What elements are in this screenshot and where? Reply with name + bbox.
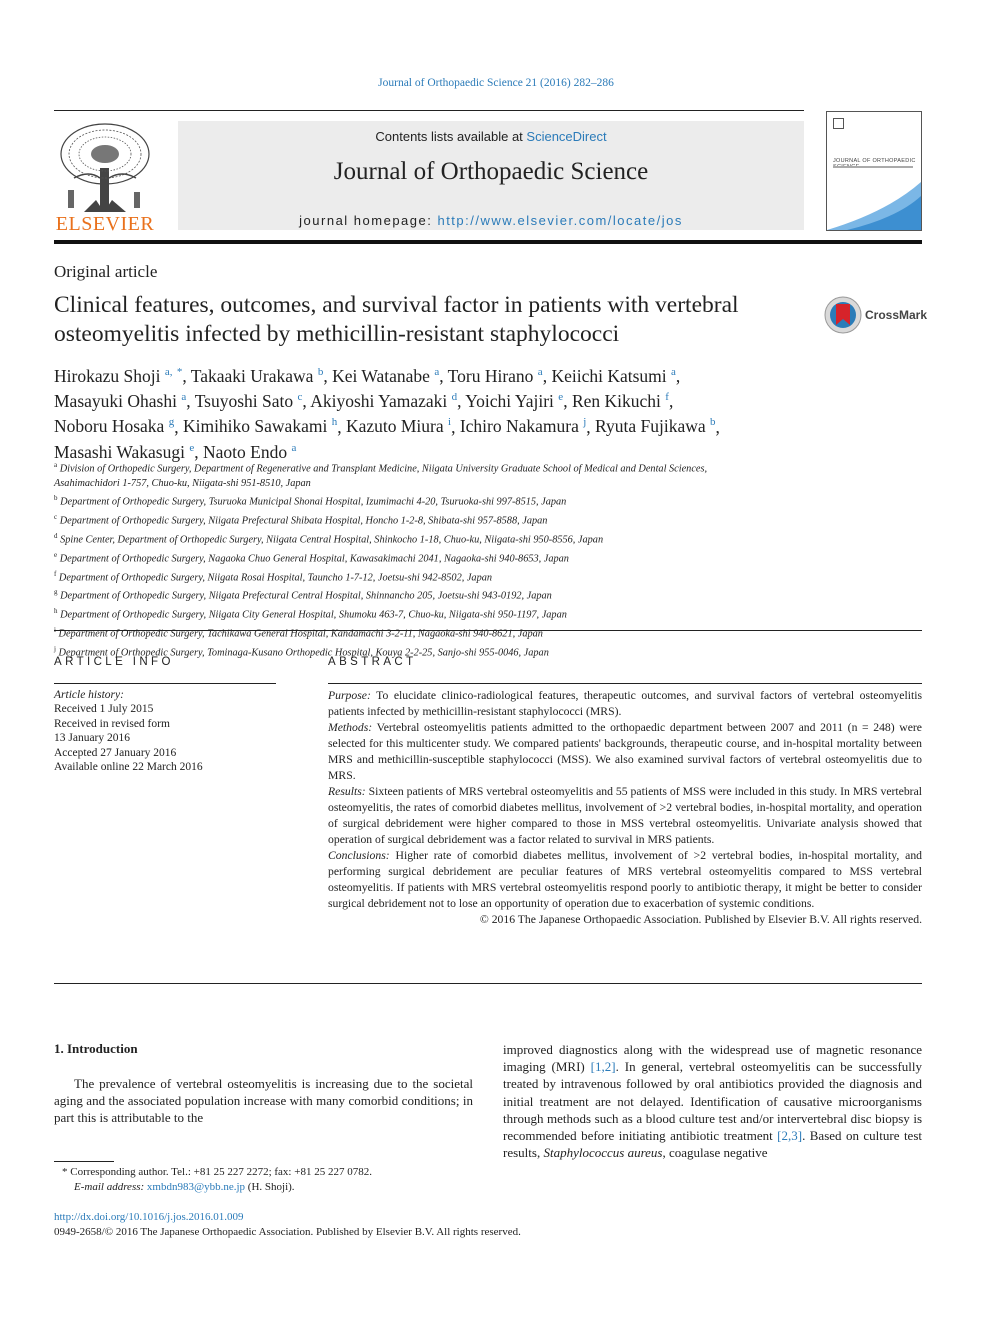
history-item: Received in revised form: [54, 717, 170, 730]
methods-text: Vertebral osteomyelitis patients admitted to the orthopaedic department between 2007 and 2011 (n = 248) were selected for this multicenter study. We compared patients' backgrounds, therapeutic course, and in-hospital mortality between MRS and methicillin-susceptible staphylococci (MSS). We also examined survival factors of vertebral osteomyelitis due to MRS.: [328, 721, 922, 782]
abstract-heading: ABSTRACT: [328, 656, 417, 668]
author-name[interactable]: Kimihiko Sawakami: [182, 416, 328, 437]
abstract-purpose: [328, 688, 922, 720]
purpose-text: To elucidate clinico-radiological features, therapeutic outcomes, and survival factors of vertebral osteomyelitis patients infected by methicillin-resistant staphylococci (MRS).: [328, 689, 922, 718]
author-item[interactable]: [460, 416, 586, 436]
article-history: [54, 688, 284, 774]
affiliation-text: Department of Orthopedic Surgery, Tominaga-Kusano Orthopedic Hospital, Kouya 2-2-25, Sanjo-shi 955-0046, Japan: [58, 647, 549, 659]
affiliation-key: i: [54, 626, 56, 635]
affiliation-item: [54, 458, 834, 491]
author-affil-marker[interactable]: j: [583, 416, 587, 429]
cover-subtitle-bar: [833, 166, 913, 168]
author-affil-marker[interactable]: a: [291, 441, 297, 454]
conclusions-label: Conclusions:: [328, 849, 390, 862]
author-name[interactable]: Masashi Wakasugi: [54, 441, 185, 462]
author-item[interactable]: [551, 366, 675, 386]
abstract-copyright: © 2016 The Japanese Orthopaedic Association. Published by Elsevier B.V. All rights reserved.: [479, 913, 922, 926]
author-item[interactable]: [595, 416, 715, 436]
affiliation-key: h: [54, 607, 58, 616]
article-title: Clinical features, outcomes, and survival factor in patients with vertebral osteomyelitis infected by methicillin-resistant staphylococci: [54, 292, 739, 347]
author-affil-marker[interactable]: e: [558, 391, 564, 404]
author-affil-marker[interactable]: a: [181, 391, 187, 404]
affiliation-text: Department of Orthopedic Surgery, Tsuruoka Municipal Shonai Hospital, Izumimachi 4-20, Tsuruoka-shi 997-8515, Japan: [60, 496, 567, 508]
author-item[interactable]: [54, 366, 182, 386]
author-item[interactable]: [54, 391, 186, 411]
history-item: 13 January 2016: [54, 732, 131, 745]
issn-copyright: 0949-2658/© 2016 The Japanese Orthopaedic Association. Published by Elsevier B.V. All rights reserved.: [54, 1226, 521, 1238]
author-name[interactable]: Hirokazu Shoji: [54, 365, 161, 386]
journal-cover-thumbnail[interactable]: [826, 111, 922, 231]
author-name[interactable]: Kazuto Miura: [345, 416, 444, 437]
email-suffix: (H. Shoji).: [245, 1181, 295, 1193]
author-name[interactable]: Takaaki Urakawa: [190, 365, 314, 386]
affiliation-item: [54, 623, 834, 642]
author-item[interactable]: [572, 391, 669, 411]
intro-paragraph-right: [503, 1041, 922, 1161]
author-item[interactable]: [195, 391, 303, 411]
abstract-results: [328, 784, 922, 848]
author-name[interactable]: Keiichi Katsumi: [551, 365, 667, 386]
affiliation-text: Department of Orthopedic Surgery, Tachikawa General Hospital, Kandamachi 3-2-11, Nagaoka-shi 940-8621, Japan: [58, 628, 543, 640]
journal-header-band: [178, 121, 804, 230]
homepage-prefix: journal homepage:: [299, 213, 438, 228]
author-affil-marker[interactable]: a: [434, 366, 440, 378]
author-name[interactable]: Naoto Endo: [202, 441, 288, 462]
sciencedirect-link[interactable]: ScienceDirect: [526, 129, 607, 144]
affiliation-text: Department of Orthopedic Surgery, Niigata Prefectural Shibata Hospital, Honcho 1-2-8, Shibata-shi 957-8588, Japan: [59, 515, 548, 527]
results-text: Sixteen patients of MRS vertebral osteomyelitis and 55 patients of MSS were included in this study. In MRS vertebral osteomyelitis, the rates of comorbid diabetes mellitus, involvement of >2 vertebral bodies, in-hospital mortality, and operation of surgical debridement were higher compared to those in MSS vertebral osteomyelitis. Univariate analysis showed that operation of surgical debridement was a factor related to survival in MRS patients.: [328, 785, 923, 846]
affiliation-key: g: [54, 588, 58, 597]
author-item[interactable]: [54, 416, 174, 436]
author-item[interactable]: [465, 391, 563, 411]
author-item[interactable]: [448, 366, 543, 386]
conclusions-text: Higher rate of comorbid diabetes mellitus, involvement of >2 vertebral bodies, in-hospital mortality, and performing surgical debridement are peculiar features of MRS vertebral osteomyelitis compared to MSS vertebral osteomyelitis. If patients with MRS vertebral osteomyelitis respond poorly to antibiotic therapy, it might be better to consider surgical debridement not to lose an opportunity of operation due to exacerbation of systemic conditions.: [328, 849, 923, 910]
abstract-conclusions: [328, 848, 922, 912]
history-item: Available online 22 March 2016: [54, 761, 203, 774]
author-affil-marker[interactable]: e: [189, 441, 195, 454]
cover-logo-icon: [833, 118, 844, 129]
affiliation-key: a: [54, 461, 58, 469]
journal-citation[interactable]: Journal of Orthopaedic Science 21 (2016) 282–286: [378, 77, 614, 89]
info-top-rule: [54, 630, 922, 631]
crossmark-icon: [824, 295, 864, 335]
affiliation-key: f: [54, 569, 57, 578]
affiliation-item: [54, 529, 834, 548]
article-type: Original article: [54, 262, 158, 281]
author-affil-marker[interactable]: a: [671, 366, 676, 378]
cover-title: JOURNAL OF ORTHOPAEDIC: [833, 158, 916, 164]
author-name[interactable]: Yoichi Yajiri: [465, 391, 554, 412]
affiliation-text: Department of Orthopedic Surgery, Niigata Rosai Hospital, Tauncho 1-7-12, Joetsu-shi 942-8502, Japan: [58, 571, 493, 583]
affiliation-item: [54, 510, 834, 529]
homepage-line: [178, 213, 804, 228]
history-item: Accepted 27 January 2016: [54, 746, 177, 759]
affiliation-item: [54, 567, 834, 586]
history-item: Received 1 July 2015: [54, 703, 154, 716]
author-name[interactable]: Tsuyoshi Sato: [194, 391, 294, 412]
affiliation-text: Spine Center, Department of Orthopedic Surgery, Niigata Central Hospital, Shinkocho 1-18, Chuo-ku, Niigata-shi 950-8556, Japan: [60, 534, 604, 546]
author-affil-marker[interactable]: a,: [164, 366, 173, 378]
abstract-body: [328, 688, 922, 928]
author-affil-marker[interactable]: d: [451, 391, 458, 404]
footnote-rule: [54, 1161, 114, 1162]
intro-right-text: improved diagnostics along with the widespread use of magnetic resonance imaging (MRI): [503, 1042, 922, 1075]
contents-prefix: Contents lists available at: [375, 129, 527, 144]
header-rule: [54, 110, 804, 111]
article-info-rule: [54, 683, 276, 684]
affiliation-key: e: [54, 550, 58, 559]
elsevier-wordmark: ELSEVIER: [55, 213, 155, 235]
author-item[interactable]: [191, 366, 324, 386]
author-item[interactable]: [310, 391, 457, 411]
email-line: [54, 1180, 474, 1195]
email-link[interactable]: xmbdn983@ybb.ne.jp: [146, 1181, 246, 1193]
intro-right-text: . In general, vertebral osteomyelitis can be successfully treated by intravenous followed by oral antibiotics provided the diagnosis and initial treatment are not delayed. Identification of causative microorganisms through methods such as a blood culture test and/or intervertebral disc biopsy is recommended before initiating antibiotic treatment: [503, 1059, 922, 1144]
crossmark-button[interactable]: [824, 295, 928, 335]
author-name[interactable]: Ichiro Nakamura: [459, 416, 579, 437]
abstract-rule: [328, 683, 922, 684]
affiliation-item: [54, 491, 834, 510]
affiliation-item: [54, 548, 834, 567]
email-label: E-mail address:: [74, 1181, 145, 1193]
author-item[interactable]: [332, 366, 439, 386]
reference-link[interactable]: [1,2]: [590, 1059, 616, 1075]
author-item[interactable]: [183, 416, 337, 436]
intro-right-text: . Based on culture test results,: [503, 1128, 922, 1161]
author-name[interactable]: Masayuki Ohashi: [54, 391, 177, 412]
author-list: Hirokazu Shoji $^{a,}$ *, Takaaki Urakawa $^b$, Kei Watanabe $^a$, Toru Hirano $^a$, Keiichi Katsumi $^a$, Masayuki Ohashi $^a$, Tsuyoshi Sato $^c$, Akiyoshi Yamazaki $^d$, Yoichi Yajiri $^e$, Ren Kikuchi $^f$, Noboru Hosaka $^g$, Kimihiko Sawakami $^h$, Kazuto Miura $^i$, Ichiro Nakamura $^j$, Ryuta Fujikawa $^b$, Masashi Wakasugi $^e$, Naoto Endo $^a$: [54, 365, 720, 462]
crossmark-label: CrossMark: [865, 308, 928, 322]
author-affil-marker[interactable]: c: [297, 391, 303, 404]
author-affil-marker[interactable]: h: [331, 416, 338, 429]
affiliation-key: b: [54, 494, 58, 503]
affiliation-item: [54, 604, 834, 623]
history-label: Article history:: [54, 689, 124, 701]
elsevier-tree-icon: [54, 120, 156, 214]
affiliation-item: [54, 585, 834, 604]
introduction-heading: 1. Introduction: [54, 1041, 138, 1056]
affiliation-text: Asahimachidori 1-757, Chuo-ku, Niigata-shi 951-8510, Japan: [54, 477, 311, 489]
abstract-bottom-rule: [54, 983, 922, 984]
author-name[interactable]: Toru Hirano: [447, 365, 534, 386]
author-affil-marker[interactable]: a: [537, 366, 543, 378]
doi-link[interactable]: http://dx.doi.org/10.1016/j.jos.2016.01.009: [54, 1211, 244, 1223]
affiliation-text: Department of Orthopedic Surgery, Niigata City General Hospital, Shumoku 463-7, Chuo-ku, Niigata-shi 950-1197, Japan: [60, 609, 567, 621]
affiliation-key: d: [54, 531, 58, 540]
purpose-label: Purpose:: [328, 689, 371, 702]
affiliation-key: c: [54, 513, 58, 522]
header-thick-rule: [54, 240, 922, 244]
affiliation-text: Department of Orthopedic Surgery, Niigata Prefectural Central Hospital, Shinnancho 205, Joetsu-shi 943-0192, Japan: [60, 590, 552, 602]
author-name[interactable]: Ryuta Fujikawa: [595, 416, 706, 437]
intro-paragraph-left: The prevalence of vertebral osteomyelitis is increasing due to the societal aging and the associated population increase with many comorbid conditions; in part this is attributable to the: [54, 1076, 473, 1126]
affiliation-key: j: [54, 644, 56, 653]
corresponding-footnote: [54, 1165, 474, 1195]
cover-wave-icon: [827, 182, 921, 230]
elsevier-logo: [54, 120, 156, 236]
article-info-heading: ARTICLE INFO: [54, 656, 174, 668]
affiliation-text: Department of Orthopedic Surgery, Nagaoka Chuo General Hospital, Kawasakimachi 2041, Nagaoka-shi 940-8653, Japan: [59, 553, 569, 565]
author-affil-marker[interactable]: g: [168, 416, 175, 429]
author-affil-marker[interactable]: f: [665, 391, 669, 404]
corresponding-author: * Corresponding author. Tel.: +81 25 227 2272; fax: +81 25 227 0782.: [62, 1166, 372, 1178]
intro-right-text: , coagulase negative: [662, 1145, 768, 1161]
reference-link[interactable]: [2,3]: [777, 1128, 803, 1144]
author-affil-marker[interactable]: b: [710, 416, 716, 429]
author-affil-marker[interactable]: i: [448, 416, 452, 429]
contents-line: [178, 129, 804, 144]
homepage-link[interactable]: http://www.elsevier.com/locate/jos: [437, 213, 683, 228]
journal-title: Journal of Orthopaedic Science: [333, 158, 649, 185]
author-name[interactable]: Noboru Hosaka: [54, 416, 165, 437]
affiliation-text: Division of Orthopedic Surgery, Department of Regenerative and Transplant Medicine, Niigata University Graduate School of Medical and Dental Sciences,: [59, 463, 708, 475]
corresponding-marker[interactable]: *: [176, 366, 183, 378]
author-name[interactable]: Akiyoshi Yamazaki: [310, 391, 448, 412]
abstract-methods: [328, 720, 922, 784]
species-name: Staphylococcus aureus: [543, 1145, 663, 1161]
author-name[interactable]: Kei Watanabe: [332, 365, 430, 386]
author-affil-marker[interactable]: b: [317, 366, 324, 378]
author-item[interactable]: [346, 416, 451, 436]
methods-label: Methods:: [328, 721, 373, 734]
author-name[interactable]: Ren Kikuchi: [571, 391, 661, 412]
results-label: Results:: [328, 785, 366, 798]
